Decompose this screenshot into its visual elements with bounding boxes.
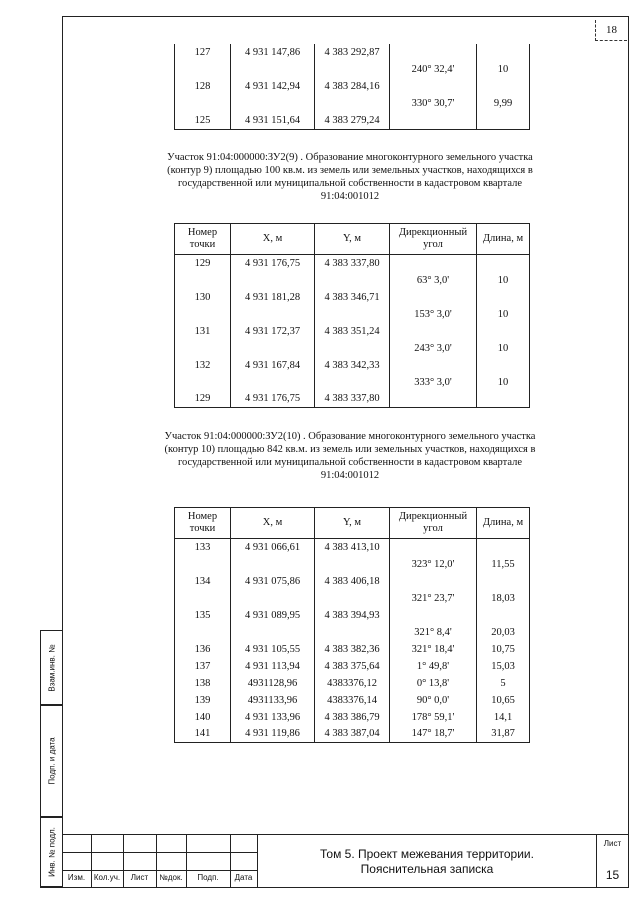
stamp-label-date: Дата bbox=[234, 873, 253, 882]
sheet-number: 15 bbox=[605, 868, 620, 882]
table-row bbox=[175, 539, 530, 556]
bearing-cell: 243° 3,0' bbox=[390, 340, 477, 357]
length-cell: 9,99 bbox=[477, 95, 530, 112]
point-number-cell: 128 bbox=[175, 78, 231, 95]
header-y: Y, м bbox=[315, 508, 390, 539]
y-coordinate-cell: 4 383 342,33 bbox=[315, 357, 390, 374]
side-stamp-label: Инв. № подл. bbox=[47, 827, 56, 877]
point-number-cell bbox=[175, 272, 231, 289]
table-row bbox=[175, 357, 530, 374]
y-coordinate-cell: 4 383 382,36 bbox=[315, 641, 390, 658]
y-coordinate-cell bbox=[315, 272, 390, 289]
x-coordinate-cell: 4 931 167,84 bbox=[231, 357, 315, 374]
x-coordinate-cell bbox=[231, 61, 315, 78]
sheet-label: Лист bbox=[603, 839, 622, 848]
x-coordinate-cell: 4 931 089,95 bbox=[231, 607, 315, 624]
header-bearing: Дирекционный угол bbox=[390, 224, 477, 255]
parcel-10-caption: Участок 91:04:000000:ЗУ2(10) . Образование многоконтурного земельного участка (контур 10) площадью 842 кв.м. из земель или земельных участков, находящихся в государственной или муниципальной собственности в кадастровом квартале 91:04:001012 bbox=[164, 431, 536, 481]
table-row bbox=[175, 61, 530, 78]
table-row bbox=[175, 78, 530, 95]
bearing-cell: 178° 59,1' bbox=[390, 709, 477, 726]
point-number-cell: 125 bbox=[175, 112, 231, 129]
y-coordinate-cell: 4 383 284,16 bbox=[315, 78, 390, 95]
point-number-cell: 132 bbox=[175, 357, 231, 374]
x-coordinate-cell bbox=[231, 374, 315, 391]
x-coordinate-cell bbox=[231, 272, 315, 289]
length-cell: 10,75 bbox=[477, 641, 530, 658]
side-stamp-sign-date bbox=[40, 705, 62, 817]
point-number-cell: 138 bbox=[175, 675, 231, 692]
bearing-cell bbox=[390, 323, 477, 340]
parcel-10-coordinates-table bbox=[174, 507, 530, 743]
bearing-cell bbox=[390, 112, 477, 129]
y-coordinate-cell bbox=[315, 624, 390, 641]
bearing-cell bbox=[390, 357, 477, 374]
bearing-cell bbox=[390, 539, 477, 556]
y-coordinate-cell: 4383376,12 bbox=[315, 675, 390, 692]
length-cell: 10 bbox=[477, 340, 530, 357]
stamp-label-count: Кол.уч. bbox=[93, 873, 121, 882]
y-coordinate-cell: 4 383 351,24 bbox=[315, 323, 390, 340]
length-cell: 20,03 bbox=[477, 624, 530, 641]
y-coordinate-cell: 4 383 337,80 bbox=[315, 391, 390, 408]
point-number-cell: 129 bbox=[175, 255, 231, 272]
page-sheet-number: 18 bbox=[595, 20, 627, 41]
y-coordinate-cell bbox=[315, 340, 390, 357]
point-number-cell: 127 bbox=[175, 44, 231, 61]
stamp-label-sheet: Лист bbox=[130, 873, 149, 882]
length-cell: 10,65 bbox=[477, 692, 530, 709]
point-number-cell: 137 bbox=[175, 658, 231, 675]
point-number-cell: 129 bbox=[175, 391, 231, 408]
x-coordinate-cell bbox=[231, 556, 315, 573]
table-row bbox=[175, 289, 530, 306]
document-title-line-2: Пояснительная записка bbox=[360, 861, 494, 876]
length-cell: 10 bbox=[477, 61, 530, 78]
x-coordinate-cell bbox=[231, 306, 315, 323]
table-row bbox=[175, 607, 530, 624]
frame-left-border bbox=[62, 16, 63, 888]
length-cell bbox=[477, 607, 530, 624]
y-coordinate-cell: 4 383 337,80 bbox=[315, 255, 390, 272]
point-number-cell bbox=[175, 556, 231, 573]
length-cell bbox=[477, 255, 530, 272]
table-row bbox=[175, 726, 530, 743]
document-title bbox=[258, 835, 596, 888]
length-cell bbox=[477, 323, 530, 340]
table-row bbox=[175, 323, 530, 340]
side-stamp-label: Взам.инв. № bbox=[47, 643, 56, 692]
point-number-cell: 133 bbox=[175, 539, 231, 556]
table-row bbox=[175, 44, 530, 61]
table-row bbox=[175, 391, 530, 408]
x-coordinate-cell: 4 931 133,96 bbox=[231, 709, 315, 726]
point-number-cell: 130 bbox=[175, 289, 231, 306]
length-cell bbox=[477, 573, 530, 590]
header-length: Длина, м bbox=[477, 224, 530, 255]
side-stamp-original-inv bbox=[40, 817, 62, 887]
table-row bbox=[175, 306, 530, 323]
length-cell: 31,87 bbox=[477, 726, 530, 743]
bearing-cell: 330° 30,7' bbox=[390, 95, 477, 112]
stamp-label-doc: №док. bbox=[159, 873, 183, 882]
point-number-cell bbox=[175, 95, 231, 112]
x-coordinate-cell: 4 931 147,86 bbox=[231, 44, 315, 61]
table-row bbox=[175, 112, 530, 129]
table-row bbox=[175, 255, 530, 272]
point-number-cell bbox=[175, 340, 231, 357]
y-coordinate-cell bbox=[315, 590, 390, 607]
point-number-cell bbox=[175, 624, 231, 641]
x-coordinate-cell: 4 931 142,94 bbox=[231, 78, 315, 95]
side-stamp-label: Подп. и дата bbox=[47, 737, 56, 785]
x-coordinate-cell: 4 931 172,37 bbox=[231, 323, 315, 340]
bearing-cell: 321° 8,4' bbox=[390, 624, 477, 641]
header-y: Y, м bbox=[315, 224, 390, 255]
length-cell: 10 bbox=[477, 306, 530, 323]
bearing-cell: 323° 12,0' bbox=[390, 556, 477, 573]
table-header-row bbox=[175, 508, 530, 539]
table-row bbox=[175, 272, 530, 289]
table-row bbox=[175, 658, 530, 675]
y-coordinate-cell bbox=[315, 306, 390, 323]
header-point-number: Номер точки bbox=[175, 508, 231, 539]
x-coordinate-cell: 4 931 075,86 bbox=[231, 573, 315, 590]
bearing-cell bbox=[390, 607, 477, 624]
point-number-cell bbox=[175, 590, 231, 607]
y-coordinate-cell: 4 383 406,18 bbox=[315, 573, 390, 590]
length-cell: 15,03 bbox=[477, 658, 530, 675]
y-coordinate-cell bbox=[315, 61, 390, 78]
x-coordinate-cell: 4 931 113,94 bbox=[231, 658, 315, 675]
y-coordinate-cell: 4 383 346,71 bbox=[315, 289, 390, 306]
table-row bbox=[175, 374, 530, 391]
point-number-cell bbox=[175, 374, 231, 391]
x-coordinate-cell: 4 931 105,55 bbox=[231, 641, 315, 658]
length-cell bbox=[477, 112, 530, 129]
x-coordinate-cell: 4 931 176,75 bbox=[231, 391, 315, 408]
y-coordinate-cell bbox=[315, 374, 390, 391]
length-cell: 10 bbox=[477, 374, 530, 391]
bearing-cell: 153° 3,0' bbox=[390, 306, 477, 323]
length-cell bbox=[477, 539, 530, 556]
table-row bbox=[175, 641, 530, 658]
header-x: X, м bbox=[231, 508, 315, 539]
bearing-cell: 240° 32,4' bbox=[390, 61, 477, 78]
point-number-cell: 134 bbox=[175, 573, 231, 590]
bearing-cell: 321° 18,4' bbox=[390, 641, 477, 658]
point-number-cell bbox=[175, 61, 231, 78]
bearing-cell: 0° 13,8' bbox=[390, 675, 477, 692]
point-number-cell: 136 bbox=[175, 641, 231, 658]
header-x: X, м bbox=[231, 224, 315, 255]
bearing-cell bbox=[390, 44, 477, 61]
stamp-label-change: Изм. bbox=[67, 873, 86, 882]
bearing-cell bbox=[390, 289, 477, 306]
bearing-cell: 1° 49,8' bbox=[390, 658, 477, 675]
table-header-row bbox=[175, 224, 530, 255]
x-coordinate-cell: 4 931 181,28 bbox=[231, 289, 315, 306]
x-coordinate-cell bbox=[231, 340, 315, 357]
header-point-number: Номер точки bbox=[175, 224, 231, 255]
length-cell bbox=[477, 289, 530, 306]
table-row bbox=[175, 675, 530, 692]
x-coordinate-cell: 4 931 119,86 bbox=[231, 726, 315, 743]
bearing-cell: 90° 0,0' bbox=[390, 692, 477, 709]
table-row bbox=[175, 624, 530, 641]
table-row bbox=[175, 709, 530, 726]
bearing-cell bbox=[390, 573, 477, 590]
length-cell: 14,1 bbox=[477, 709, 530, 726]
length-cell bbox=[477, 357, 530, 374]
length-cell: 11,55 bbox=[477, 556, 530, 573]
point-number-cell: 139 bbox=[175, 692, 231, 709]
table-row bbox=[175, 692, 530, 709]
table-row bbox=[175, 573, 530, 590]
bearing-cell: 147° 18,7' bbox=[390, 726, 477, 743]
y-coordinate-cell: 4 383 386,79 bbox=[315, 709, 390, 726]
point-number-cell: 131 bbox=[175, 323, 231, 340]
length-cell bbox=[477, 391, 530, 408]
x-coordinate-cell: 4 931 066,61 bbox=[231, 539, 315, 556]
x-coordinate-cell bbox=[231, 590, 315, 607]
stamp-label-signature: Подп. bbox=[197, 873, 219, 882]
bearing-cell: 321° 23,7' bbox=[390, 590, 477, 607]
y-coordinate-cell bbox=[315, 95, 390, 112]
point-number-cell: 140 bbox=[175, 709, 231, 726]
length-cell: 10 bbox=[477, 272, 530, 289]
length-cell bbox=[477, 44, 530, 61]
x-coordinate-cell: 4 931 176,75 bbox=[231, 255, 315, 272]
parcel-9-caption: Участок 91:04:000000:ЗУ2(9) . Образование многоконтурного земельного участка (контур 9) площадью 100 кв.м. из земель или земельных участков, находящихся в государственной или муниципальной собственности в кадастровом квартале 91:04:001012 bbox=[167, 152, 533, 202]
y-coordinate-cell: 4 383 387,04 bbox=[315, 726, 390, 743]
x-coordinate-cell bbox=[231, 95, 315, 112]
length-cell bbox=[477, 78, 530, 95]
x-coordinate-cell: 4931133,96 bbox=[231, 692, 315, 709]
bearing-cell bbox=[390, 255, 477, 272]
point-number-cell: 135 bbox=[175, 607, 231, 624]
parcel-9-coordinates-table bbox=[174, 223, 530, 408]
bearing-cell bbox=[390, 78, 477, 95]
table-row bbox=[175, 590, 530, 607]
y-coordinate-cell: 4 383 394,93 bbox=[315, 607, 390, 624]
length-cell: 18,03 bbox=[477, 590, 530, 607]
bearing-cell: 63° 3,0' bbox=[390, 272, 477, 289]
document-title-line-1: Том 5. Проект межевания территории. bbox=[320, 846, 534, 861]
side-stamp-replace-inv bbox=[40, 630, 62, 705]
frame-top-border bbox=[62, 16, 629, 17]
coordinates-table-continued bbox=[174, 44, 530, 130]
y-coordinate-cell: 4 383 279,24 bbox=[315, 112, 390, 129]
header-bearing: Дирекционный угол bbox=[390, 508, 477, 539]
bearing-cell bbox=[390, 391, 477, 408]
point-number-cell: 141 bbox=[175, 726, 231, 743]
title-block bbox=[62, 834, 628, 888]
y-coordinate-cell: 4 383 413,10 bbox=[315, 539, 390, 556]
x-coordinate-cell: 4931128,96 bbox=[231, 675, 315, 692]
y-coordinate-cell: 4 383 292,87 bbox=[315, 44, 390, 61]
y-coordinate-cell: 4 383 375,64 bbox=[315, 658, 390, 675]
table-row bbox=[175, 340, 530, 357]
point-number-cell bbox=[175, 306, 231, 323]
x-coordinate-cell: 4 931 151,64 bbox=[231, 112, 315, 129]
bearing-cell: 333° 3,0' bbox=[390, 374, 477, 391]
x-coordinate-cell bbox=[231, 624, 315, 641]
y-coordinate-cell: 4383376,14 bbox=[315, 692, 390, 709]
length-cell: 5 bbox=[477, 675, 530, 692]
table-row bbox=[175, 95, 530, 112]
y-coordinate-cell bbox=[315, 556, 390, 573]
table-row bbox=[175, 556, 530, 573]
header-length: Длина, м bbox=[477, 508, 530, 539]
frame-right-border bbox=[628, 16, 629, 888]
